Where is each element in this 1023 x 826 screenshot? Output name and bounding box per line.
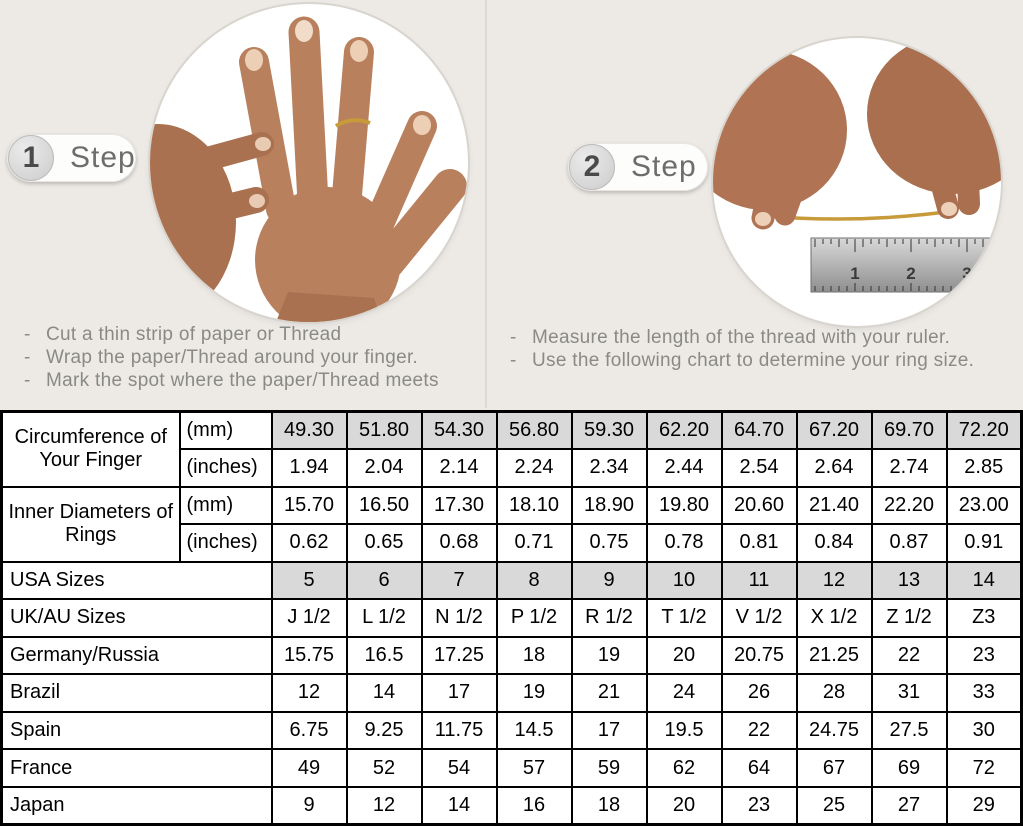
table-row [2,637,1022,675]
hand-thread-illustration [150,4,468,322]
value-cell: 12 [797,562,872,600]
row-group-label: Circumference of Your Finger [2,412,180,487]
value-cell: 16.5 [347,637,422,675]
value-cell: J 1/2 [272,599,347,637]
instruction-line [20,323,439,346]
ring-size-table [0,410,1023,826]
value-cell: 64.70 [722,412,797,450]
value-cell: 49.30 [272,412,347,450]
instruction-line [506,349,974,372]
row-label: UK/AU Sizes [2,599,272,637]
value-cell: P 1/2 [497,599,572,637]
value-cell: 26 [722,674,797,712]
value-cell: 0.91 [947,524,1022,562]
bullet-dash: - [510,350,517,371]
value-cell: 0.71 [497,524,572,562]
value-cell: 69 [872,749,947,787]
value-cell: 2.85 [947,449,1022,487]
value-cell: 14.5 [497,712,572,750]
value-cell: 14 [422,787,497,825]
row-label: France [2,749,272,787]
step2-badge-label: Step [631,150,697,183]
ring-size-table-body [2,412,1022,825]
value-cell: 67 [797,749,872,787]
value-cell: 0.68 [422,524,497,562]
value-cell: 19.80 [647,487,722,525]
value-cell: 24.75 [797,712,872,750]
step1-instructions [20,323,439,392]
value-cell: 15.75 [272,637,347,675]
value-cell: T 1/2 [647,599,722,637]
value-cell: 62 [647,749,722,787]
value-cell: 31 [872,674,947,712]
value-cell: 62.20 [647,412,722,450]
value-cell: Z3 [947,599,1022,637]
value-cell: 20.75 [722,637,797,675]
value-cell: 18.90 [572,487,647,525]
step1-badge-label: Step [70,141,136,174]
instruction-text: Wrap the paper/Thread around your finger. [46,347,419,368]
right-hand-illustration [867,38,1001,216]
table-row [2,412,1022,450]
bullet-dash: - [24,324,31,345]
value-cell: 20.60 [722,487,797,525]
value-cell: 19 [497,674,572,712]
value-cell: 52 [347,749,422,787]
bullet-dash: - [24,347,31,368]
unit-cell: (inches) [180,524,272,562]
row-label: Spain [2,712,272,750]
value-cell: 13 [872,562,947,600]
value-cell: 2.34 [572,449,647,487]
ruler-measure-illustration [713,38,1001,326]
value-cell: 14 [347,674,422,712]
value-cell: 18 [497,637,572,675]
value-cell: 2.64 [797,449,872,487]
value-cell: 0.87 [872,524,947,562]
instruction-line [506,326,974,349]
value-cell: 57 [497,749,572,787]
value-cell: 16 [497,787,572,825]
table-row [2,487,1022,525]
value-cell: 54.30 [422,412,497,450]
instruction-text: Measure the length of the thread with your ruler. [532,327,951,348]
bullet-dash: - [24,370,31,391]
step2-badge-number: 2 [569,144,615,190]
bullet-dash: - [510,327,517,348]
value-cell: 72 [947,749,1022,787]
value-cell: 49 [272,749,347,787]
value-cell: L 1/2 [347,599,422,637]
value-cell: 25 [797,787,872,825]
step2-instructions [506,326,974,372]
instruction-text: Use the following chart to determine your ring size. [532,350,975,371]
value-cell: 17 [572,712,647,750]
value-cell: 17 [422,674,497,712]
hand-illustration [245,20,450,322]
value-cell: 8 [497,562,572,600]
unit-cell: (mm) [180,412,272,450]
instruction-line [20,369,439,392]
value-cell: 56.80 [497,412,572,450]
value-cell: 59.30 [572,412,647,450]
table-row [2,599,1022,637]
unit-cell: (mm) [180,487,272,525]
value-cell: 18 [572,787,647,825]
value-cell: 0.75 [572,524,647,562]
value-cell: 64 [722,749,797,787]
value-cell: N 1/2 [422,599,497,637]
instruction-text: Mark the spot where the paper/Thread meets [46,370,439,391]
value-cell: 22 [872,637,947,675]
value-cell: 2.14 [422,449,497,487]
value-cell: X 1/2 [797,599,872,637]
value-cell: 23 [947,637,1022,675]
ruler-number-1: 1 [850,264,860,283]
value-cell: 17.25 [422,637,497,675]
value-cell: 18.10 [497,487,572,525]
row-label: USA Sizes [2,562,272,600]
value-cell: 51.80 [347,412,422,450]
value-cell: 27.5 [872,712,947,750]
value-cell: 29 [947,787,1022,825]
instructions-section [0,0,1023,410]
value-cell: 11 [722,562,797,600]
value-cell: 15.70 [272,487,347,525]
value-cell: 19.5 [647,712,722,750]
value-cell: V 1/2 [722,599,797,637]
value-cell: 2.74 [872,449,947,487]
value-cell: 23 [722,787,797,825]
row-label: Japan [2,787,272,825]
value-cell: 16.50 [347,487,422,525]
value-cell: 67.20 [797,412,872,450]
value-cell: 21.40 [797,487,872,525]
table-row [2,674,1022,712]
table-row [2,749,1022,787]
row-label: Germany/Russia [2,637,272,675]
value-cell: 27 [872,787,947,825]
table-row [2,562,1022,600]
value-cell: 9 [572,562,647,600]
value-cell: 20 [647,637,722,675]
ruler-illustration [811,238,1001,292]
value-cell: 12 [272,674,347,712]
value-cell: 2.54 [722,449,797,487]
value-cell: 72.20 [947,412,1022,450]
value-cell: 19 [572,637,647,675]
value-cell: 0.62 [272,524,347,562]
row-group-label: Inner Diameters of Rings [2,487,180,562]
value-cell: 33 [947,674,1022,712]
step2-photo [713,38,1001,326]
value-cell: 0.65 [347,524,422,562]
value-cell: 21.25 [797,637,872,675]
value-cell: 11.75 [422,712,497,750]
value-cell: 9 [272,787,347,825]
wrapping-hand-illustration [150,124,271,320]
value-cell: 22 [722,712,797,750]
value-cell: 22.20 [872,487,947,525]
ruler-number-3: 3 [962,264,972,283]
value-cell: 17.30 [422,487,497,525]
value-cell: 5 [272,562,347,600]
instruction-text: Cut a thin strip of paper or Thread [46,324,342,345]
value-cell: 21 [572,674,647,712]
step1-badge [7,134,136,182]
step2-badge [568,143,708,191]
value-cell: 7 [422,562,497,600]
row-label: Brazil [2,674,272,712]
value-cell: 0.84 [797,524,872,562]
value-cell: 1.94 [272,449,347,487]
value-cell: 6.75 [272,712,347,750]
value-cell: 54 [422,749,497,787]
value-cell: 14 [947,562,1022,600]
value-cell: 20 [647,787,722,825]
ruler-number-2: 2 [906,264,916,283]
value-cell: R 1/2 [572,599,647,637]
value-cell: 2.44 [647,449,722,487]
table-row [2,712,1022,750]
left-hand-illustration [713,50,847,226]
value-cell: 9.25 [347,712,422,750]
instruction-line [20,346,439,369]
value-cell: 59 [572,749,647,787]
section-divider [485,0,487,408]
value-cell: 30 [947,712,1022,750]
value-cell: 0.81 [722,524,797,562]
table-row [2,787,1022,825]
unit-cell: (inches) [180,449,272,487]
value-cell: 28 [797,674,872,712]
value-cell: 2.24 [497,449,572,487]
value-cell: 2.04 [347,449,422,487]
value-cell: 69.70 [872,412,947,450]
value-cell: 24 [647,674,722,712]
step1-badge-number: 1 [8,135,54,181]
value-cell: 23.00 [947,487,1022,525]
value-cell: 0.78 [647,524,722,562]
value-cell: 12 [347,787,422,825]
step1-photo [150,4,468,322]
value-cell: 10 [647,562,722,600]
value-cell: Z 1/2 [872,599,947,637]
value-cell: 6 [347,562,422,600]
